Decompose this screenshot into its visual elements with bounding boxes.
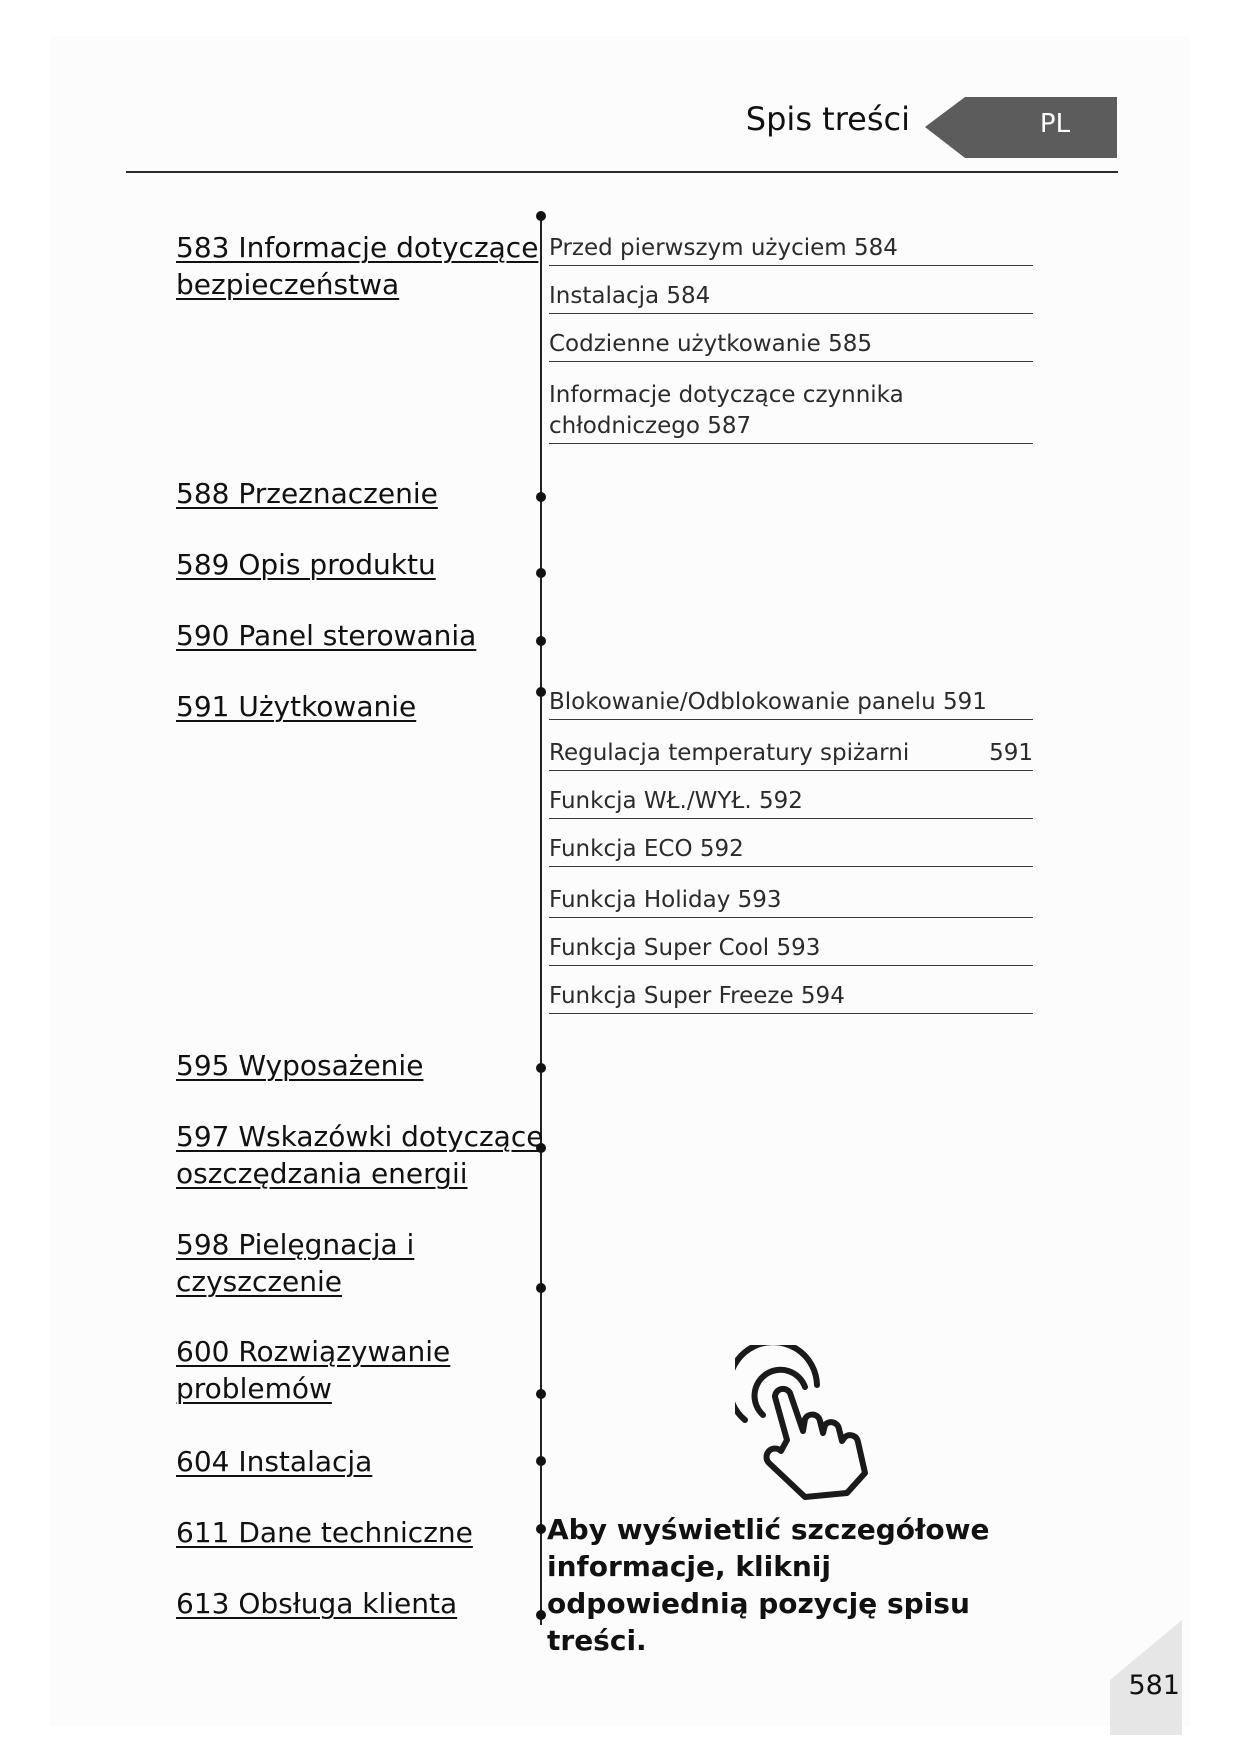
- language-tab: [925, 97, 1117, 158]
- toc-item-intended-use[interactable]: 588 Przeznaczenie: [176, 477, 438, 510]
- timeline-dot: [536, 211, 546, 221]
- toc-subitem-daily-use[interactable]: Codzienne użytkowanie 585: [549, 329, 1033, 362]
- toc-item-safety[interactable]: 583 Informacje dotyczące bezpieczeństwa: [176, 231, 539, 301]
- timeline-dot: [536, 568, 546, 578]
- toc-item-product-description[interactable]: 589 Opis produktu: [176, 548, 436, 581]
- timeline-dot: [536, 1283, 546, 1293]
- toc-item-technical-data[interactable]: 611 Dane techniczne: [176, 1516, 473, 1549]
- instruction-text: Aby wyświetlić szczegółowe informacje, kliknij odpowiednią pozycję spisu treści.: [547, 1513, 990, 1657]
- timeline-dot: [536, 636, 546, 646]
- toc-item-accessories[interactable]: 595 Wyposażenie: [176, 1049, 424, 1082]
- timeline-dot: [536, 1063, 546, 1073]
- timeline-dot: [536, 492, 546, 502]
- toc-item-troubleshooting[interactable]: 600 Rozwiązywanie problemów: [176, 1335, 451, 1405]
- toc-subitem-refrigerant-info[interactable]: Informacje dotyczące czynnika chłodniczego 587: [549, 380, 1033, 444]
- toc-item-energy-saving[interactable]: 597 Wskazówki dotyczące oszczędzania energii: [176, 1120, 544, 1190]
- page-title: Spis treści: [745, 100, 910, 138]
- tap-hand-icon: [735, 1345, 875, 1505]
- toc-subitem-page: 591: [989, 740, 1033, 766]
- toc-subitem-before-first-use[interactable]: Przed pierwszym użyciem 584: [549, 233, 1033, 266]
- language-label: PL: [1039, 109, 1071, 139]
- header-divider: [126, 171, 1118, 173]
- page-number: 581: [1128, 1670, 1180, 1701]
- toc-subitem-installation[interactable]: Instalacja 584: [549, 281, 1033, 314]
- toc-subitem-super-freeze-function[interactable]: Funkcja Super Freeze 594: [549, 981, 1033, 1014]
- toc-subitem-pantry-temperature[interactable]: [549, 738, 1033, 771]
- toc-subitem-label: Regulacja temperatury spiżarni: [549, 740, 910, 766]
- timeline-dot: [536, 1456, 546, 1466]
- toc-subitem-eco-function[interactable]: Funkcja ECO 592: [549, 834, 1033, 867]
- toc-item-installation[interactable]: 604 Instalacja: [176, 1445, 373, 1478]
- toc-subitem-panel-lock[interactable]: Blokowanie/Odblokowanie panelu 591: [549, 687, 1033, 720]
- timeline-dot: [536, 687, 546, 697]
- toc-item-care-cleaning[interactable]: 598 Pielęgnacja i czyszczenie: [176, 1228, 415, 1298]
- toc-subitem-on-off-function[interactable]: Funkcja WŁ./WYŁ. 592: [549, 786, 1033, 819]
- timeline-dot: [536, 1524, 546, 1534]
- timeline-dot: [536, 1610, 546, 1620]
- toc-subitem-holiday-function[interactable]: Funkcja Holiday 593: [549, 885, 1033, 918]
- timeline-dot: [536, 1389, 546, 1399]
- language-tab-shape: [925, 97, 1117, 158]
- toc-item-control-panel[interactable]: 590 Panel sterowania: [176, 619, 477, 652]
- toc-subitem-super-cool-function[interactable]: Funkcja Super Cool 593: [549, 933, 1033, 966]
- toc-item-customer-service[interactable]: 613 Obsługa klienta: [176, 1587, 458, 1620]
- timeline-line: [540, 215, 542, 1625]
- toc-item-usage[interactable]: 591 Użytkowanie: [176, 690, 417, 723]
